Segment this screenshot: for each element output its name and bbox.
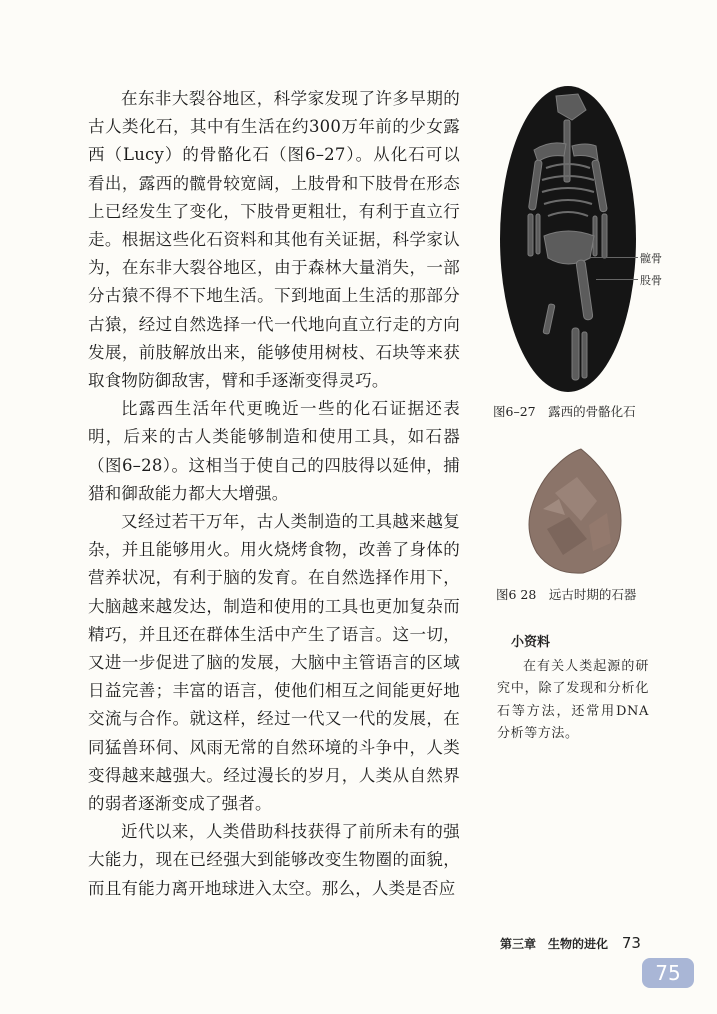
scan-page-badge: 75 (642, 958, 694, 988)
info-sidebar (497, 632, 649, 746)
figure-6-28-caption: 图6 28 远古时期的石器 (496, 587, 637, 602)
chapter-title: 第三章 生物的进化 (500, 937, 609, 951)
paragraph-modern-humans: 近代以来，人类借助科技获得了前所未有的强大能力，现在已经强大到能够改变生物圈的面貌，而且有能力离开地球进入太空。那么，人类是否应 (88, 822, 460, 898)
femur-leader-line (596, 279, 638, 280)
paragraph-stone-tools: 比露西生活年代更晚近一些的化石证据还表明，后来的古人类能够制造和使用工具，如石器（图6–28）。这相当于使自己的四肢得以延伸，捕猎和御敌能力都大大增强。 (88, 399, 460, 503)
hip-bone-label: 髋骨 (640, 252, 662, 265)
paragraph-fire-and-language: 又经过若干万年，古人类制造的工具越来越复杂，并且能够用火。用火烧烤食物，改善了身体的营养状况，有利于脑的发育。在自然选择作用下，大脑越来越发达，制造和使用的工具也更加复杂而精巧，并且还在群体生活中产生了语言。这一切，又进一步促进了脑的发展，大脑中主管语言的区域日益完善；丰富的语言，使他们相互之间能更好地交流与合作。就这样，经过一代又一代的发展，在同猛兽环伺、风雨无常的自然环境的斗争中，人类变得越来越强大。经过漫长的岁月，人类从自然界的弱者逐渐变成了强者。 (88, 512, 460, 814)
sidebar-body: 在有关人类起源的研究中，除了发现和分析化石等方法，还常用DNA分析等方法。 (497, 658, 649, 741)
femur-label: 股骨 (640, 274, 662, 287)
stone-tool-illustration (525, 447, 627, 575)
sidebar-title: 小资料 (511, 635, 551, 650)
page-number: 73 (621, 934, 641, 952)
figure-6-27-caption: 图6–27 露西的骨骼化石 (493, 404, 636, 419)
hip-leader-line (590, 257, 638, 258)
main-text (88, 85, 460, 903)
paragraph-lucy: 在东非大裂谷地区，科学家发现了许多早期的古人类化石，其中有生活在约300万年前的少女露西（Lucy）的骨骼化石（图6–27）。从化石可以看出，露西的髋骨较宽阔，上肢骨和下肢骨在形态上已经发生了变化，下肢骨更粗壮，有利于直立行走。根据这些化石资料和其他有关证据，科学家认为，在东非大裂谷地区，由于森林大量消失，一部分古猿不得不下地生活。下到地面上生活的那部分古猿，经过自然选择一代一代地向直立行走的方向发展，前肢解放出来，能够使用树枝、石块等来获取食物防御敌害，臂和手逐渐变得灵巧。 (88, 89, 460, 391)
lucy-skeleton-illustration (498, 84, 638, 394)
stone-tool-image (525, 447, 627, 575)
lucy-skeleton-image (498, 84, 638, 394)
page-footer (500, 934, 641, 952)
